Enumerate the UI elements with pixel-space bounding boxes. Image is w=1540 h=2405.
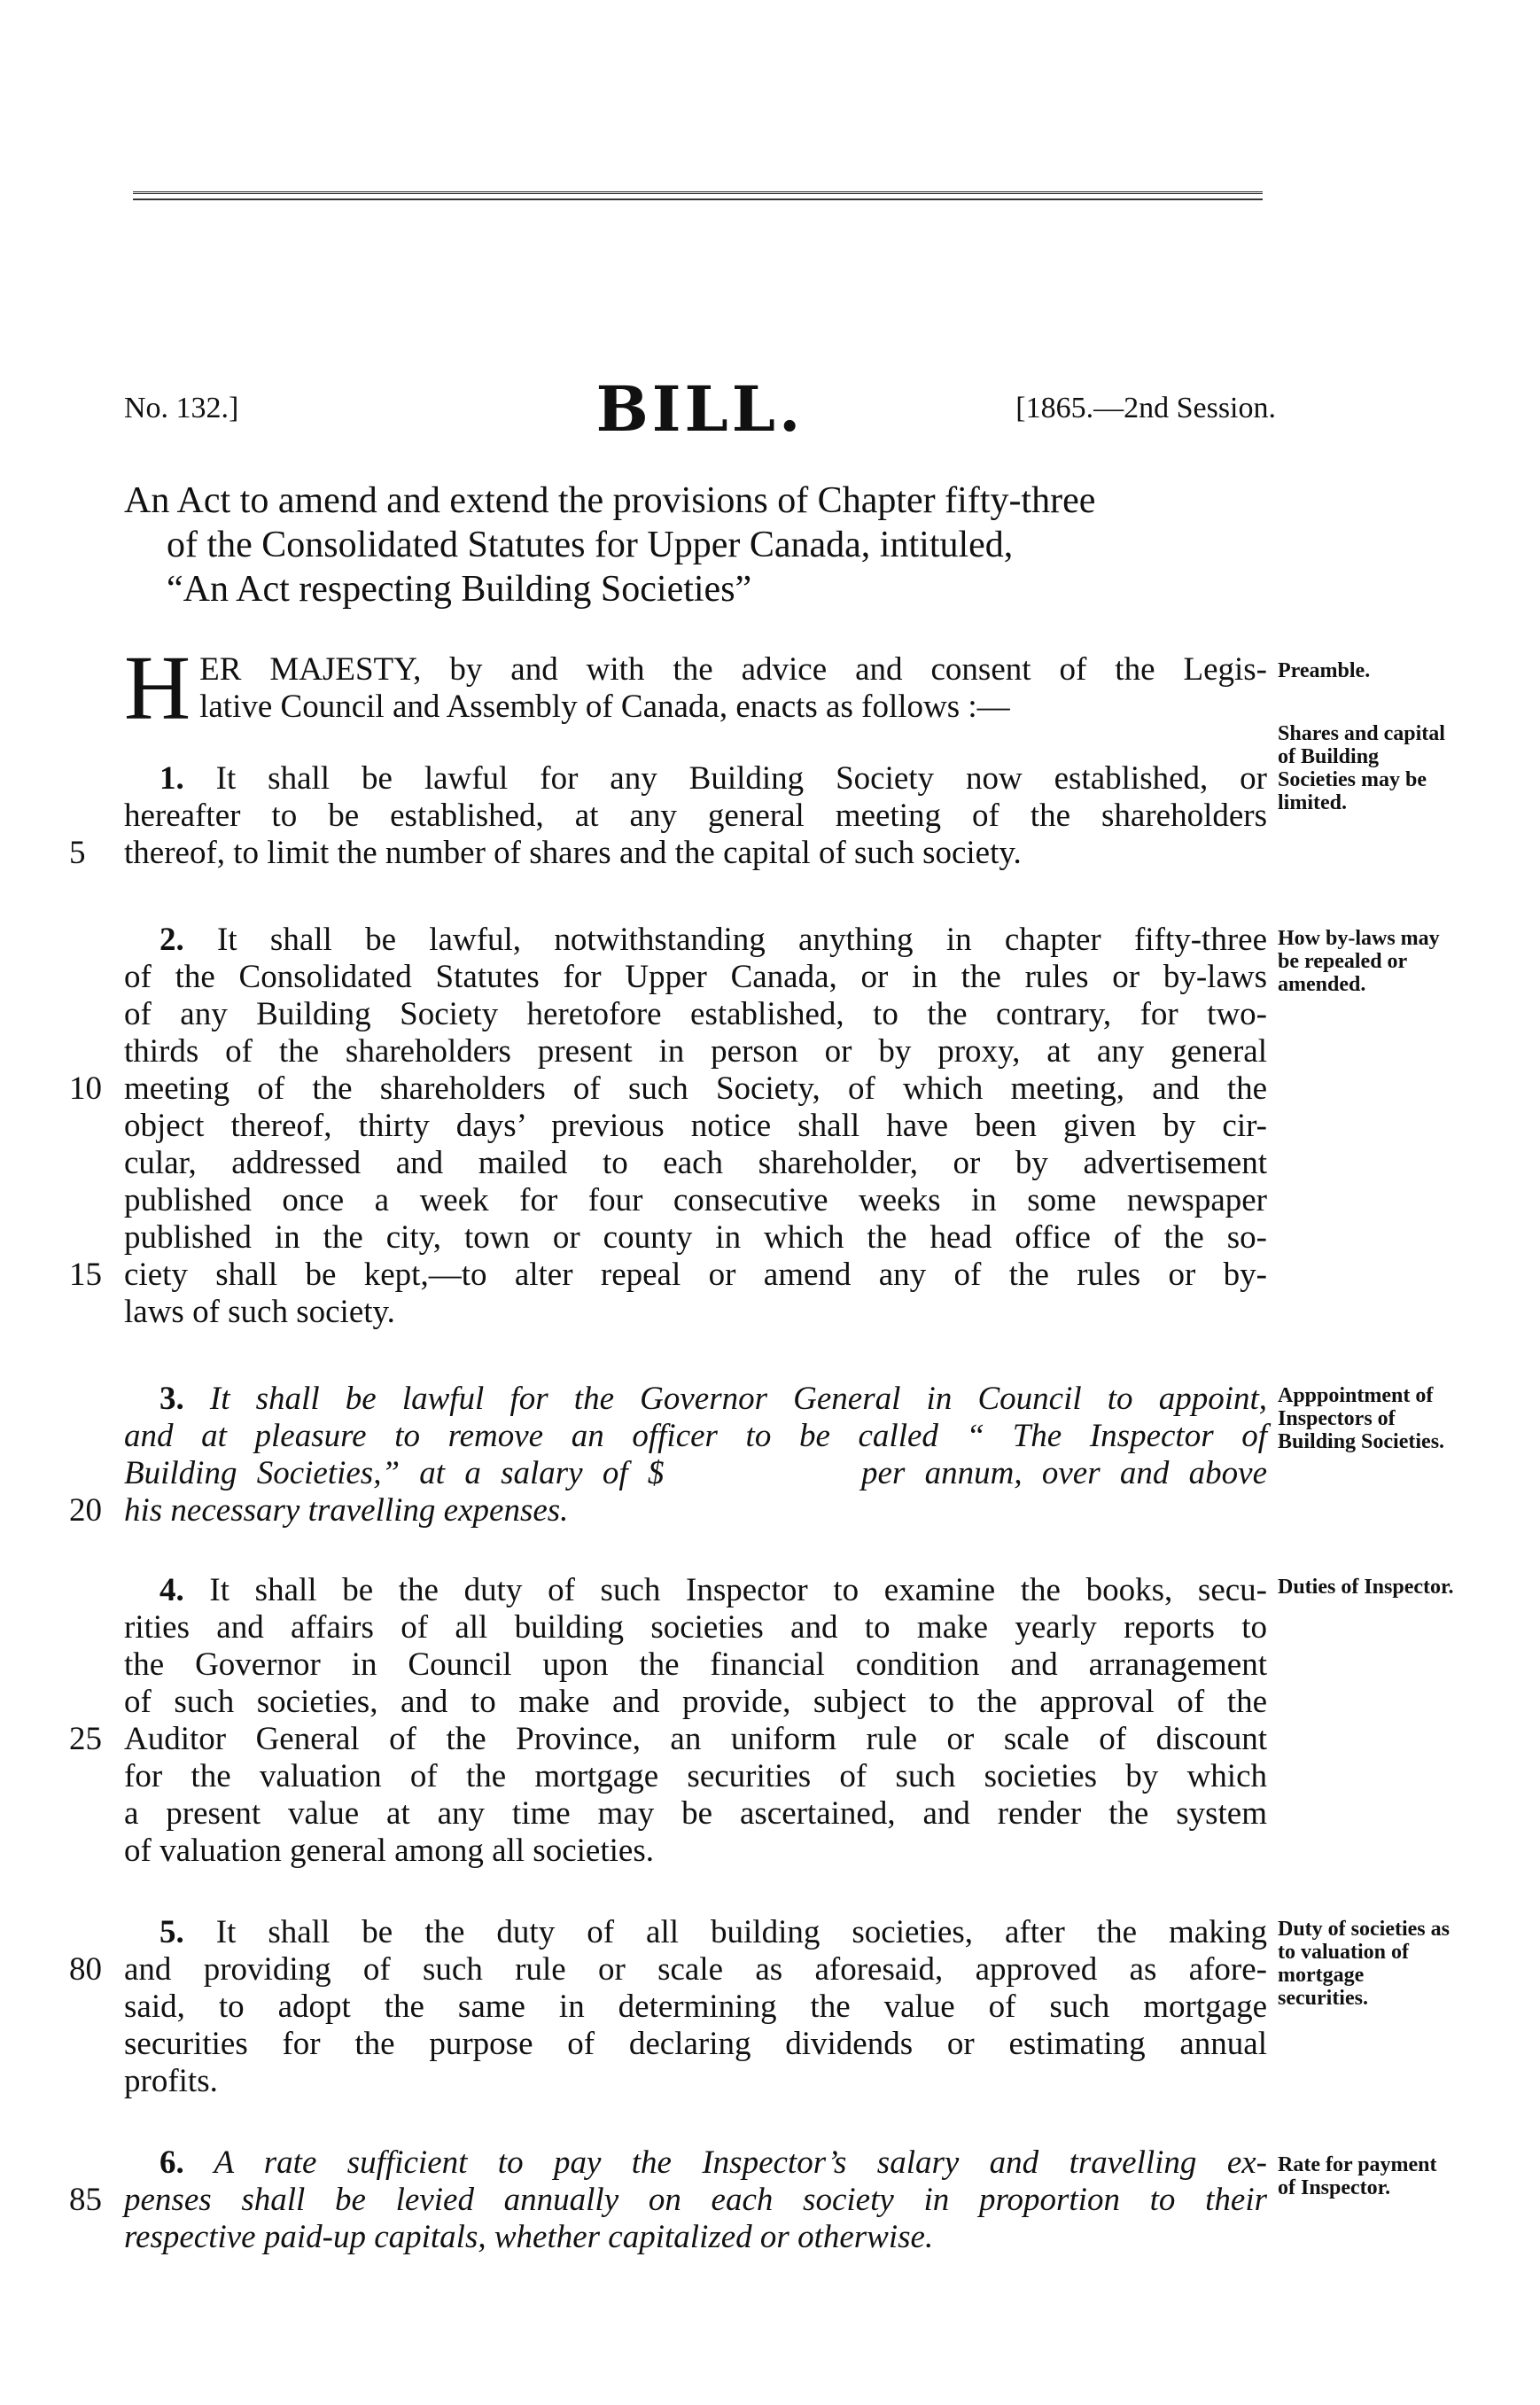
section-5-line-4: securities for the purpose of declaring dividends or estimating annual xyxy=(124,2026,1267,2062)
section-6-number: 6. xyxy=(159,2144,184,2181)
section-2-line-4: thirds of the shareholders present in person or by proxy, at any general xyxy=(124,1033,1267,1070)
section-2-line-9: published in the city, town or county in which the head office of the so- xyxy=(124,1219,1267,1256)
section-6-text-1: A rate sufficient to pay the Inspector’s salary and travelling ex- xyxy=(214,2144,1267,2181)
section-4-text-1: It shall be the duty of such Inspector to examine the books, secu- xyxy=(209,1572,1267,1608)
section-5-line-1 xyxy=(124,1914,1267,1951)
section-4-line-4: of such societies, and to make and provide, subject to the approval of the xyxy=(124,1684,1267,1720)
margin-note-bylaws: How by-laws may be repealed or amended. xyxy=(1278,927,1440,996)
section-1-line-1 xyxy=(124,760,1267,798)
line-number-25: 25 xyxy=(69,1721,102,1757)
section-4-line-2: rities and affairs of all building societies and to make yearly reports to xyxy=(124,1609,1267,1646)
title-line-3: “An Act respecting Building Societies” xyxy=(167,569,752,610)
section-2-line-10: ciety shall be kept,—to alter repeal or amend any of the rules or by- xyxy=(124,1257,1267,1293)
section-3 xyxy=(124,1381,1267,1529)
section-2-text-1: It shall be lawful, notwithstanding anything in chapter fifty-three xyxy=(217,922,1267,958)
margin-note-rate: Rate for payment of Inspector. xyxy=(1278,2153,1437,2199)
section-5-line-3: said, to adopt the same in determining the value of such mortgage xyxy=(124,1989,1267,2025)
section-2 xyxy=(124,922,1267,1331)
section-4-line-3: the Governor in Council upon the financial condition and arranagement xyxy=(124,1646,1267,1683)
section-2-line-11: laws of such society. xyxy=(124,1294,395,1330)
bill-heading: BILL. xyxy=(595,372,805,446)
section-5-line-5: profits. xyxy=(124,2063,218,2099)
line-number-30: 80 xyxy=(69,1951,102,1988)
section-4-number: 4. xyxy=(159,1572,184,1608)
section-1-line-3: thereof, to limit the number of shares and the capital of such society. xyxy=(124,835,1022,871)
section-1 xyxy=(124,760,1267,872)
top-rule xyxy=(133,191,1263,194)
section-4-line-5: Auditor General of the Province, an uniform rule or scale of discount xyxy=(124,1721,1267,1757)
section-4-line-6: for the valuation of the mortgage securities of such societies by which xyxy=(124,1758,1267,1794)
section-2-line-6: object thereof, thirty days’ previous notice shall have been given by cir- xyxy=(124,1108,1267,1144)
act-title xyxy=(124,479,1276,611)
margin-note-appointment: Apppointment of Inspectors of Building Societies. xyxy=(1278,1384,1445,1453)
preamble-line-2: lative Council and Assembly of Canada, enacts as follows :— xyxy=(199,689,1010,725)
section-2-number: 2. xyxy=(159,922,184,958)
section-3-text-1: It shall be lawful for the Governor General in Council to appoint, xyxy=(209,1381,1267,1417)
section-5 xyxy=(124,1914,1267,2100)
section-3-line-4: his necessary travelling expenses. xyxy=(124,1492,569,1529)
section-1-line-2: hereafter to be established, at any general meeting of the shareholders xyxy=(124,798,1267,834)
section-5-line-2: and providing of such rule or scale as aforesaid, approved as afore- xyxy=(124,1951,1267,1988)
section-6-line-1 xyxy=(124,2144,1267,2182)
page-header xyxy=(124,372,1276,446)
section-3-line-1 xyxy=(124,1381,1267,1418)
section-4-line-1 xyxy=(124,1572,1267,1609)
margin-note-duty-societies: Duty of societies as to valuation of mortgage securities. xyxy=(1278,1918,1450,2010)
bill-number: No. 132.] xyxy=(124,392,239,424)
section-5-text-1: It shall be the duty of all building societies, after the making xyxy=(215,1914,1268,1950)
section-2-line-8: published once a week for four consecutive weeks in some newspaper xyxy=(124,1182,1267,1218)
section-2-line-2: of the Consolidated Statutes for Upper Canada, or in the rules or by-laws xyxy=(124,959,1267,995)
session-label: [1865.—2nd Session. xyxy=(1015,392,1276,424)
section-6-line-2: penses shall be levied annually on each society in proportion to their xyxy=(124,2182,1267,2218)
section-5-number: 5. xyxy=(159,1914,184,1950)
section-1-number: 1. xyxy=(159,760,184,797)
section-4-line-7: a present value at any time may be ascertained, and render the system xyxy=(124,1795,1267,1832)
section-2-line-7: cular, addressed and mailed to each shareholder, or by advertisement xyxy=(124,1145,1267,1181)
section-6-line-3: respective paid-up capitals, whether capitalized or otherwise. xyxy=(124,2219,934,2255)
line-number-15: 15 xyxy=(69,1257,102,1293)
margin-note-duties: Duties of Inspector. xyxy=(1278,1576,1454,1599)
section-3-number: 3. xyxy=(159,1381,184,1417)
section-2-line-3: of any Building Society heretofore established, to the contrary, for two- xyxy=(124,996,1267,1032)
line-number-20: 20 xyxy=(69,1492,102,1529)
drop-cap: H xyxy=(124,637,191,739)
title-line-1: An Act to amend and extend the provisions of Chapter fifty-three xyxy=(124,480,1096,521)
line-number-10: 10 xyxy=(69,1070,102,1107)
title-line-2: of the Consolidated Statutes for Upper Canada, intituled, xyxy=(167,525,1014,565)
top-rule-secondary xyxy=(133,198,1263,200)
preamble-line-1: ER MAJESTY, by and with the advice and consent of the Legis- xyxy=(199,651,1267,688)
preamble xyxy=(124,637,1267,739)
section-3-line-3: Building Societies,” at a salary of $ per annum, over and above xyxy=(124,1455,1267,1491)
section-6 xyxy=(124,2144,1267,2256)
section-4-line-8: of valuation general among all societies. xyxy=(124,1833,654,1869)
line-number-5: 5 xyxy=(69,835,86,871)
section-2-line-5: meeting of the shareholders of such Society, of which meeting, and the xyxy=(124,1070,1267,1107)
margin-note-shares: Shares and capital of Building Societies may be limited. xyxy=(1278,722,1445,814)
section-4 xyxy=(124,1572,1267,1870)
section-1-text-1: It shall be lawful for any Building Society now established, or xyxy=(215,760,1267,797)
line-number-35: 85 xyxy=(69,2182,102,2218)
section-3-line-2: and at pleasure to remove an officer to be called “ The Inspector of xyxy=(124,1418,1267,1454)
margin-note-preamble: Preamble. xyxy=(1278,659,1371,682)
section-2-line-1 xyxy=(124,922,1267,959)
